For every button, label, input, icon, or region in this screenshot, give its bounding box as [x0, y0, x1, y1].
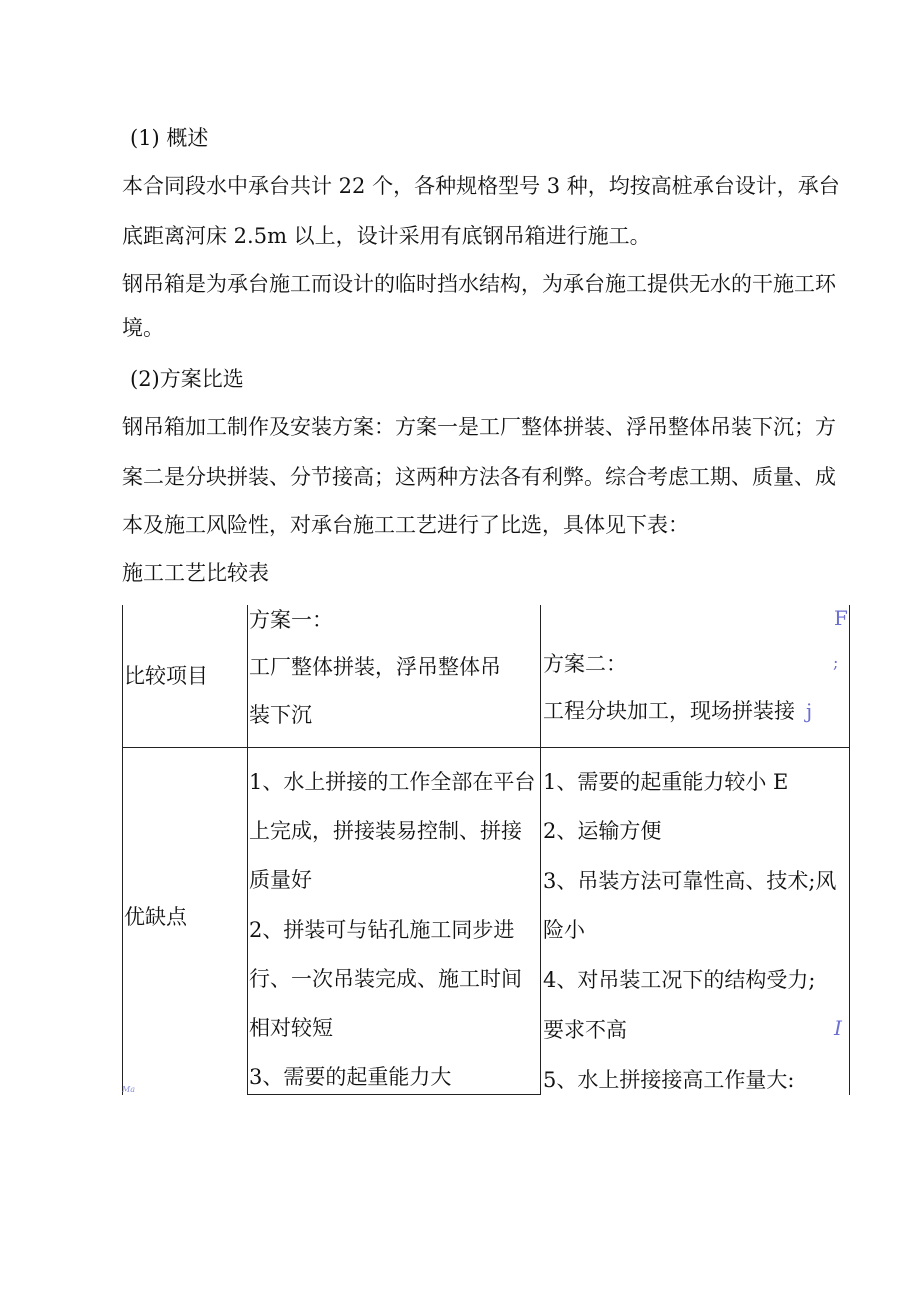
table-border-right: [849, 605, 850, 1095]
stray-mark: Ma: [122, 1085, 135, 1094]
header-plan1-line: 工厂整体拼装，浮吊整体吊: [249, 655, 501, 679]
paragraph-line: 钢吊箱加工制作及安装方案：方案一是工厂整体拼装、浮吊整体吊装下沉；方: [122, 415, 836, 439]
table-divider-col1: [247, 605, 248, 1095]
plan1-point-line: 2、拼装可与钻孔施工同步进: [249, 918, 515, 942]
paragraph-line: 本及施工风险性，对承台施工工艺进行了比选，具体见下表：: [122, 513, 689, 537]
plan1-point-line: 质量好: [249, 868, 312, 892]
table-caption: 施工工艺比较表: [122, 561, 269, 585]
header-plan1-line: 方案一：: [249, 608, 333, 632]
table-divider-col2: [540, 605, 541, 1095]
stray-mark: ;: [833, 653, 839, 672]
header-plan1-line: 装下沉: [249, 703, 312, 727]
section-heading-comparison: (2)方案比选: [130, 367, 244, 391]
plan2-point-line: 2、运输方便: [543, 819, 662, 843]
plan2-point-line: 5、水上拼接接高工作量大:: [543, 1068, 795, 1092]
plan1-point-line: 相对较短: [249, 1016, 333, 1040]
header-plan2-line: 方案二：: [543, 652, 627, 676]
header-compare-item: 比较项目: [124, 664, 208, 688]
paragraph-line: 境。: [122, 316, 164, 340]
plan2-point-line: 3、吊装方法可靠性高、技术;风: [543, 869, 837, 893]
table-row-divider: [122, 747, 850, 748]
table-bottom-border: [247, 1094, 541, 1095]
plan1-point-line: 上完成，拼接装易控制、拼接: [249, 819, 522, 843]
plan2-point-line: 4、对吊装工况下的结构受力;: [543, 968, 816, 992]
stray-mark: F: [834, 606, 848, 630]
stray-mark: I: [834, 1016, 842, 1040]
plan1-point-line: 行、一次吊装完成、施工时间: [249, 967, 522, 991]
plan2-point-line: 要求不高: [543, 1018, 627, 1042]
row-pros-cons-label: 优缺点: [124, 905, 187, 929]
paragraph-line: 案二是分块拼装、分节接高；这两种方法各有利弊。综合考虑工期、质量、成: [122, 465, 836, 489]
plan2-point-line: 险小: [543, 918, 585, 942]
plan1-point-line: 1、水上拼接的工作全部在平台: [249, 770, 536, 794]
header-plan2-line: 工程分块加工，现场拼装接: [543, 699, 795, 723]
stray-mark: j: [806, 699, 813, 723]
paragraph-line: 钢吊箱是为承台施工而设计的临时挡水结构，为承台施工提供无水的干施工环: [122, 272, 836, 296]
plan2-point-line: 1、需要的起重能力较小 E: [543, 770, 789, 794]
section-heading-overview: (1) 概述: [130, 126, 209, 150]
paragraph-line: 本合同段水中承台共计 22 个，各种规格型号 3 种，均按高桩承台设计，承台: [122, 174, 840, 198]
paragraph-line: 底距离河床 2.5m 以上，设计采用有底钢吊箱进行施工。: [122, 224, 651, 248]
plan1-point-line: 3、需要的起重能力大: [249, 1065, 452, 1089]
table-border-left: [122, 605, 123, 1095]
